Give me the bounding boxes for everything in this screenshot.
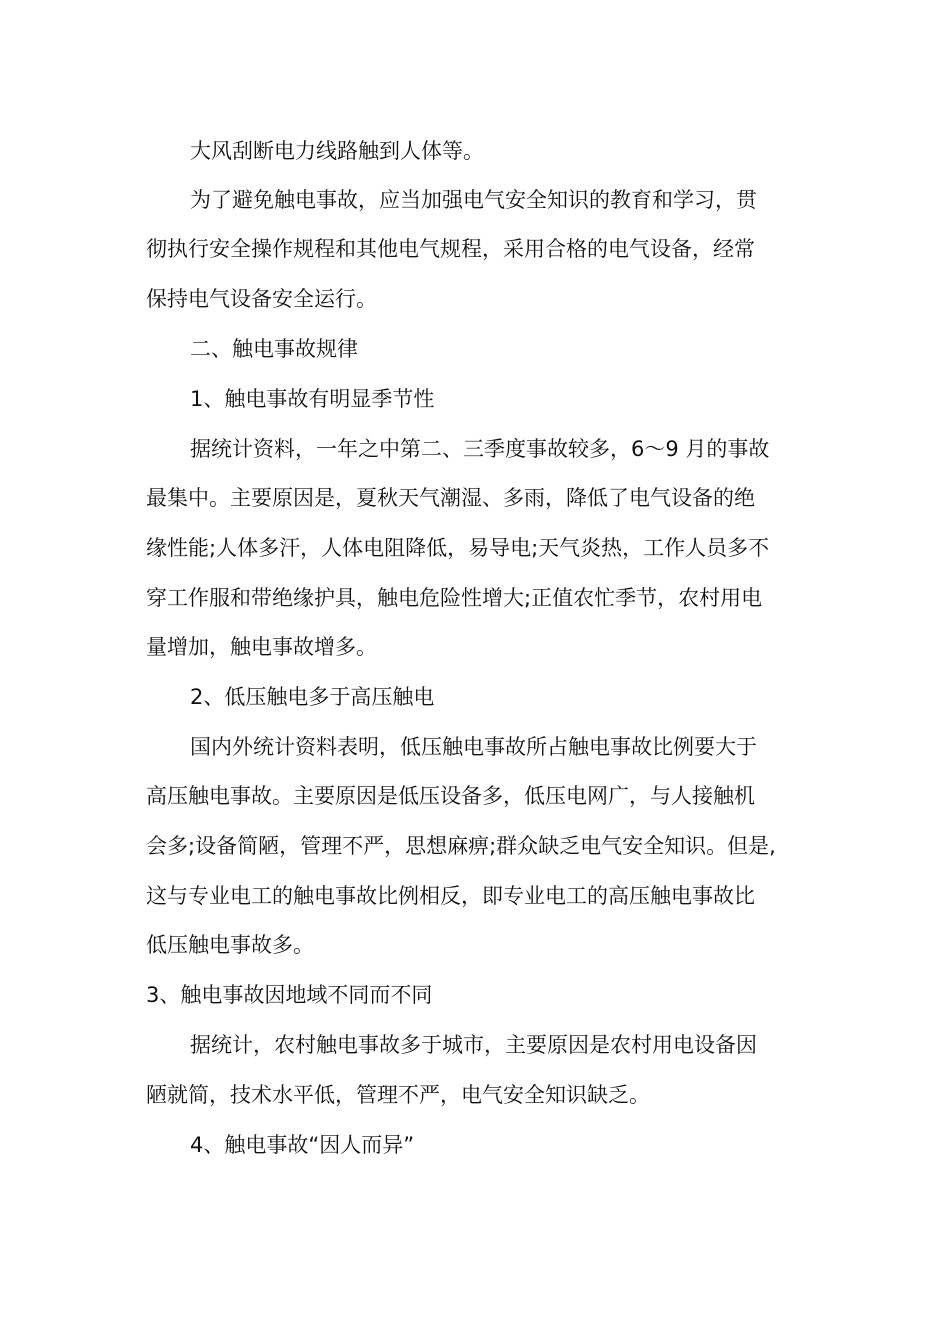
text-line: 穿工作服和带绝缘护具，触电危险性增大;正值农忙季节，农村用电 <box>146 586 763 610</box>
text-line: 彻执行安全操作规程和其他电气规程，采用合格的电气设备，经常 <box>146 237 755 261</box>
subsection-heading: 1、触电事故有明显季节性 <box>190 387 435 411</box>
text-line: 量增加，触电事故增多。 <box>146 635 377 659</box>
text-line: 高压触电事故。主要原因是低压设备多，低压电网广，与人接触机 <box>146 784 755 808</box>
text-line: 据统计，农村触电事故多于城市，主要原因是农村用电设备因 <box>190 1033 757 1057</box>
text-line: 为了避免触电事故，应当加强电气安全知识的教育和学习，贯 <box>190 188 757 212</box>
text-line: 陋就简，技术水平低，管理不严，电气安全知识缺乏。 <box>146 1083 650 1107</box>
text-line: 缘性能;人体多汗，人体电阻降低，易导电;天气炎热，工作人员多不 <box>146 536 770 560</box>
text-line: 大风刮断电力线路触到人体等。 <box>190 139 484 163</box>
text-line: 保持电气设备安全运行。 <box>146 287 377 311</box>
text-line: 会多;设备简陋，管理不严，思想麻痹;群众缺乏电气安全知识。但是, <box>146 834 776 858</box>
text-line: 国内外统计资料表明，低压触电事故所占触电事故比例要大于 <box>190 735 757 759</box>
subsection-heading: 2、低压触电多于高压触电 <box>190 685 435 709</box>
section-heading: 二、触电事故规律 <box>190 337 358 361</box>
text-line: 据统计资料，一年之中第二、三季度事故较多，6～9 月的事故 <box>190 437 770 461</box>
text-line: 低压触电事故多。 <box>146 933 314 957</box>
subsection-heading: 4、触电事故“因人而异” <box>190 1133 415 1157</box>
text-line: 最集中。主要原因是，夏秋天气潮湿、多雨，降低了电气设备的绝 <box>146 486 755 510</box>
text-line: 这与专业电工的触电事故比例相反，即专业电工的高压触电事故比 <box>146 884 755 908</box>
subsection-heading: 3、触电事故因地域不同而不同 <box>146 983 433 1007</box>
